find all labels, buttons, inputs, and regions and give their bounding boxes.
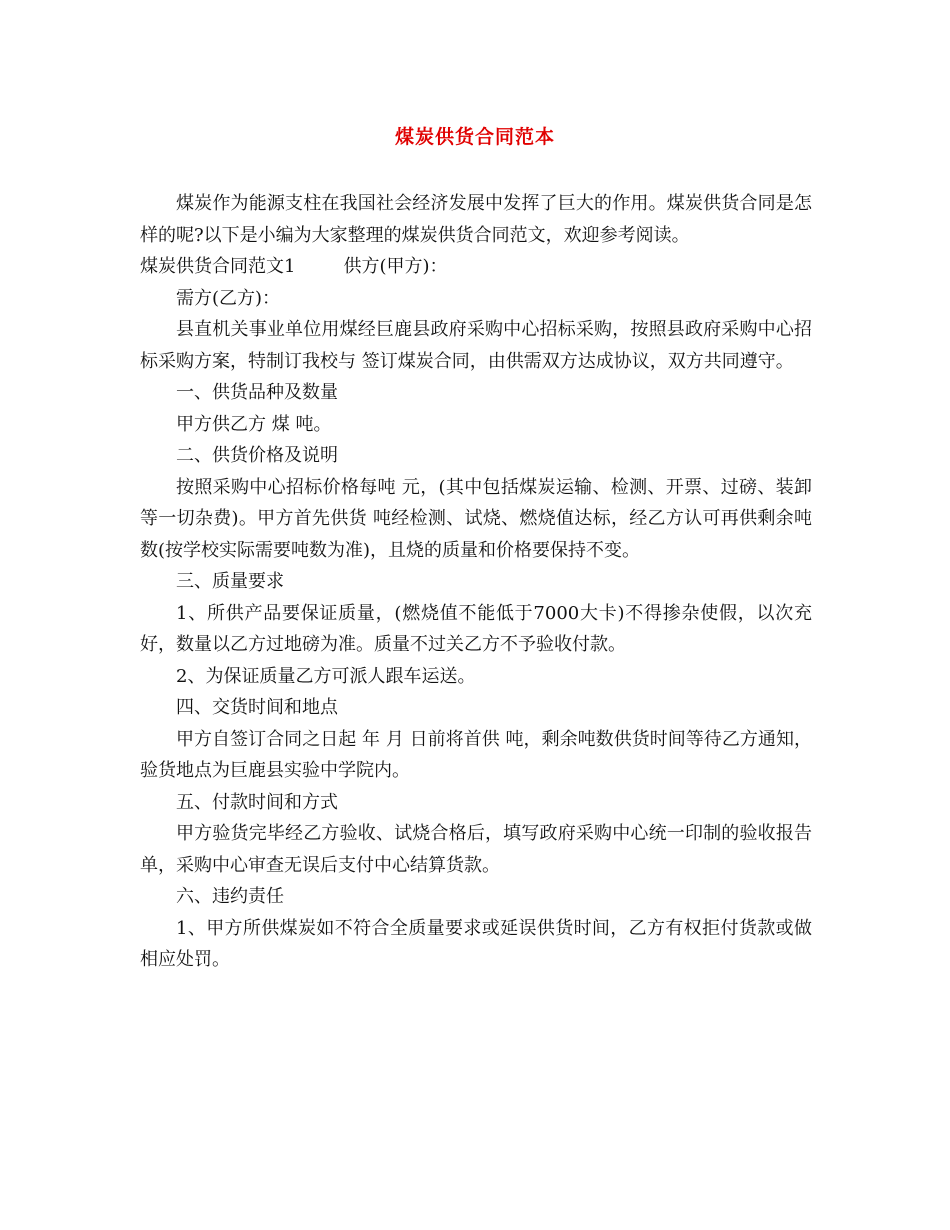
section-5-body: 甲方验货完毕经乙方验收、试烧合格后，填写政府采购中心统一印制的验收报告单，采购中心审查无误后支付中心结算货款。 xyxy=(140,823,812,876)
section-3-heading: 三、质量要求 xyxy=(176,571,284,592)
sample-label: 煤炭供货合同范文1 xyxy=(140,256,296,277)
section-6-heading: 六、违约责任 xyxy=(176,886,284,907)
section-3-item-2: 2、为保证质量乙方可派人跟车运送。 xyxy=(176,665,476,687)
section-2-body: 按照采购中心招标价格每吨 元，(其中包括煤炭运输、检测、开票、过磅、装卸等一切杂费)。甲方首先供货 吨经检测、试烧、燃烧值达标，经乙方认可再供剩余吨数(按学校实际需要吨数为准)，且烧的质量和价格要保持不变。 xyxy=(140,476,812,561)
section-4-body: 甲方自签订合同之日起 年 月 日前将首供 吨，剩余吨数供货时间等待乙方通知，验货地点为巨鹿县实验中学院内。 xyxy=(140,728,812,781)
section-6-item-1: 1、甲方所供煤炭如不符合全质量要求或延误供货时间，乙方有权拒付货款或做相应处罚。 xyxy=(140,917,812,970)
section-3-item-1: 1、所供产品要保证质量，(燃烧值不能低于7000大卡)不得掺杂使假，以次充好，数量以乙方过地磅为准。质量不过关乙方不予验收付款。 xyxy=(140,602,812,655)
section-2-heading: 二、供货价格及说明 xyxy=(176,445,338,466)
preamble-paragraph: 县直机关事业单位用煤经巨鹿县政府采购中心招标采购，按照县政府采购中心招标采购方案，特制订我校与 签订煤炭合同，由供需双方达成协议，双方共同遵守。 xyxy=(140,319,812,372)
sample-label-line xyxy=(140,251,812,283)
section-1-heading: 一、供货品种及数量 xyxy=(176,382,338,403)
section-1-body: 甲方供乙方 煤 吨。 xyxy=(176,413,332,435)
section-4-heading: 四、交货时间和地点 xyxy=(176,697,338,718)
document-body xyxy=(140,188,812,976)
document-title: 煤炭供货合同范本 xyxy=(394,126,555,148)
buyer-label: 需方(乙方)： xyxy=(176,287,281,309)
section-5-heading: 五、付款时间和方式 xyxy=(176,791,338,813)
intro-paragraph: 煤炭作为能源支柱在我国社会经济发展中发挥了巨大的作用。煤炭供货合同是怎样的呢?以下是小编为大家整理的煤炭供货合同范文，欢迎参考阅读。 xyxy=(140,193,812,246)
supplier-label: 供方(甲方)： xyxy=(343,256,448,277)
